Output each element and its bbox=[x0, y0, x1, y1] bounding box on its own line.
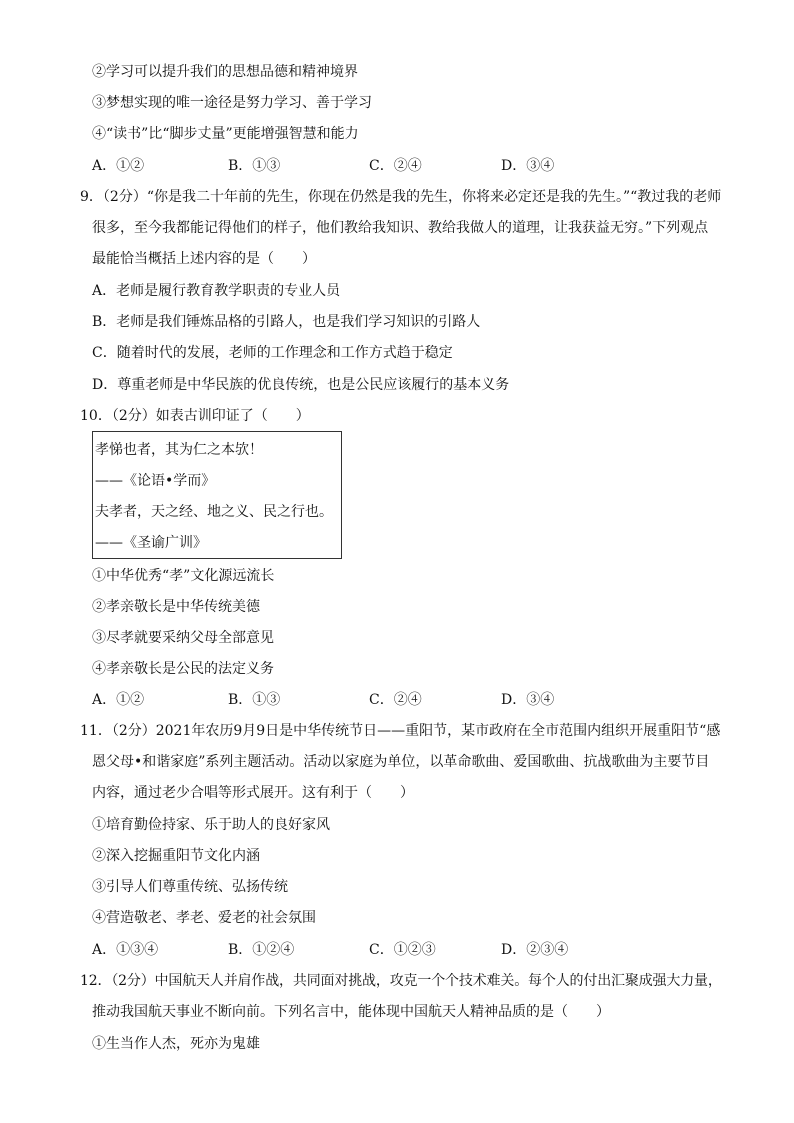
q10-option-b: B．①③ bbox=[228, 692, 281, 708]
q8-option-d: D．③④ bbox=[501, 158, 555, 174]
q10-item-1: ①中华优秀“孝”文化源远流长 bbox=[92, 568, 275, 584]
q11-item-3: ③引导人们尊重传统、弘扬传统 bbox=[92, 879, 288, 895]
q8-item-2: ②学习可以提升我们的思想品德和精神境界 bbox=[92, 64, 358, 80]
q12-stem-line-2: 推动我国航天事业不断向前。下列名言中，能体现中国航天人精神品质的是（ ） bbox=[92, 1004, 610, 1020]
q10-quote-1-source: ——《论语•学而》 bbox=[95, 473, 216, 489]
q9-option-a: A．老师是履行教育教学职责的专业人员 bbox=[92, 283, 341, 299]
q11-option-c: C．①②③ bbox=[369, 942, 436, 958]
q10-option-a: A．①② bbox=[92, 692, 145, 708]
q8-item-3: ③梦想实现的唯一途径是努力学习、善于学习 bbox=[92, 95, 372, 111]
q10-stem: 10．（2分）如表古训印证了（ ） bbox=[80, 408, 310, 424]
q11-stem-line-3: 内容，通过老少合唱等形式展开。这有利于（ ） bbox=[92, 785, 414, 801]
q11-item-1: ①培育勤俭持家、乐于助人的良好家风 bbox=[92, 817, 330, 833]
q9-stem-line-2: 很多，至今我都能记得他们的样子，他们教给我知识、教给我做人的道理，让我获益无穷。”下列观点 bbox=[92, 220, 709, 236]
q10-item-3: ③尽孝就要采纳父母全部意见 bbox=[92, 630, 274, 646]
q11-option-b: B．①②④ bbox=[228, 942, 295, 958]
q10-quote-2-source: ——《圣谕广训》 bbox=[95, 535, 207, 551]
q10-quote-box bbox=[92, 431, 342, 559]
q12-item-1: ①生当作人杰，死亦为鬼雄 bbox=[92, 1036, 260, 1052]
q11-item-2: ②深入挖掘重阳节文化内涵 bbox=[92, 848, 260, 864]
q11-stem-line-1: 11．（2分）2021年农历9月9日是中华传统节日——重阳节，某市政府在全市范围内组织开展重阳节“感 bbox=[80, 723, 721, 739]
q10-quote-2: 夫孝者，天之经、地之义、民之行也。 bbox=[95, 504, 333, 520]
q9-option-c: C．随着时代的发展，老师的工作理念和工作方式趋于稳定 bbox=[92, 345, 453, 361]
q10-option-c: C．②④ bbox=[369, 692, 422, 708]
q8-option-c: C．②④ bbox=[369, 158, 422, 174]
q11-option-d: D．②③④ bbox=[501, 942, 569, 958]
q10-options bbox=[92, 690, 692, 710]
q9-option-b: B．老师是我们锤炼品格的引路人，也是我们学习知识的引路人 bbox=[92, 314, 481, 330]
q8-option-b: B．①③ bbox=[228, 158, 281, 174]
q8-item-4: ④“读书”比“脚步丈量”更能增强智慧和能力 bbox=[92, 126, 359, 142]
q11-option-a: A．①③④ bbox=[92, 942, 159, 958]
q12-stem-line-1: 12．（2分）中国航天人并肩作战，共同面对挑战，攻克一个个技术难关。每个人的付出汇聚成强大力量， bbox=[80, 973, 722, 989]
q9-stem-line-3: 最能恰当概括上述内容的是（ ） bbox=[92, 251, 316, 267]
q8-option-a: A．①② bbox=[92, 158, 145, 174]
q10-quote-1: 孝悌也者，其为仁之本欤！ bbox=[95, 442, 263, 458]
q10-item-2: ②孝亲敬长是中华传统美德 bbox=[92, 599, 260, 615]
q10-item-4: ④孝亲敬长是公民的法定义务 bbox=[92, 661, 274, 677]
q8-options bbox=[92, 156, 692, 176]
q11-item-4: ④营造敬老、孝老、爱老的社会氛围 bbox=[92, 910, 316, 926]
q11-stem-line-2: 恩父母•和谐家庭”系列主题活动。活动以家庭为单位，以革命歌曲、爱国歌曲、抗战歌曲为主要节目 bbox=[92, 754, 710, 770]
q10-option-d: D．③④ bbox=[501, 692, 555, 708]
q9-option-d: D．尊重老师是中华民族的优良传统，也是公民应该履行的基本义务 bbox=[92, 377, 510, 393]
q9-stem-line-1: 9．（2分）“你是我二十年前的先生，你现在仍然是我的先生，你将来必定还是我的先生。”“教过我的老师 bbox=[80, 189, 722, 205]
q11-options bbox=[92, 940, 692, 960]
